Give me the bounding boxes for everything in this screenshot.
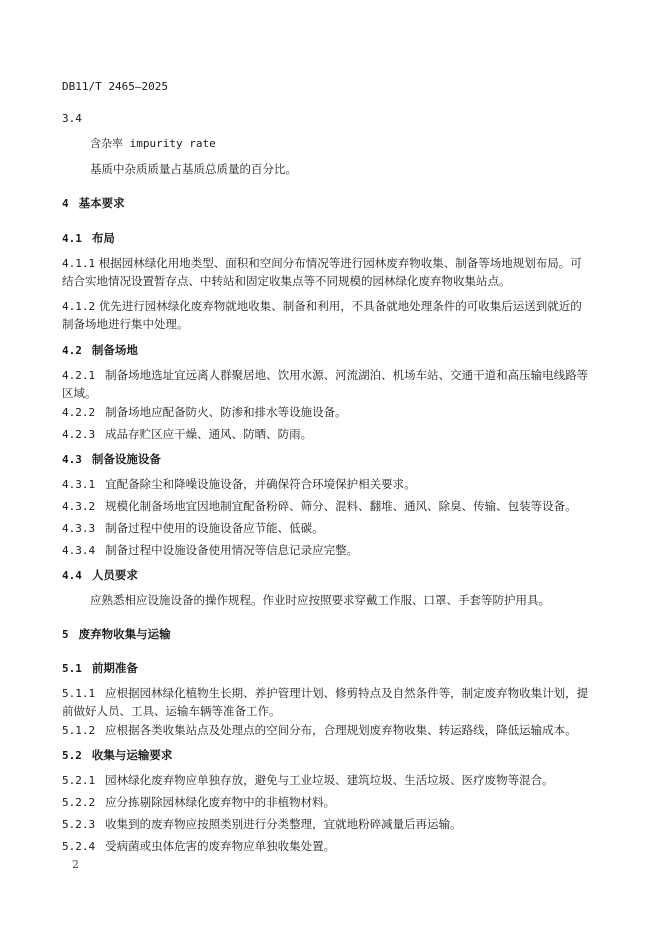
paragraph: 5.1.2 应根据各类收集站点及处理点的空间分布，合理规划废弃物收集、转运路线，降低运输成本。 — [62, 723, 577, 737]
term-definition: 基质中杂质质量占基质总质量的百分比。 — [90, 162, 297, 176]
paragraph: 4.2.3 成品存贮区应干燥、通风、防晒、防雨。 — [62, 427, 313, 441]
paragraph-continuation: 前做好人员、工具、运输车辆等准备工作。 — [62, 704, 281, 718]
paragraph-continuation: 区域。 — [62, 386, 97, 400]
paragraph: 5.2.1 园林绿化废弃物应单独存放，避免与工业垃圾、建筑垃圾、生活垃圾、医疗废物等混合。 — [62, 773, 554, 787]
paragraph: 4.1.2 优先进行园林绿化废弃物就地收集、制备和利用，不具备就地处理条件的可收集后运送到就近的 — [62, 299, 582, 313]
paragraph: 4.2.2 制备场地应配备防火、防渗和排水等设施设备。 — [62, 405, 347, 419]
paragraph-continuation: 结合实地情况设置暂存点、中转站和固定收集点等不同规模的园林绿化废弃物收集站点。 — [62, 274, 511, 288]
paragraph: 5.2.3 收集到的废弃物应按照类别进行分类整理，宜就地粉碎减量后再运输。 — [62, 817, 462, 831]
doc-code: DB11/T 2465—2025 — [62, 80, 168, 93]
paragraph: 4.3.3 制备过程中使用的设施设备应节能、低碳。 — [62, 521, 324, 535]
section-heading: 4.1 布局 — [62, 231, 115, 245]
clause-number: 3.4 — [62, 112, 82, 125]
paragraph: 4.3.2 规模化制备场地宜因地制宜配备粉碎、筛分、混料、翻堆、通风、除臭、传输、包装等设备。 — [62, 499, 577, 513]
chapter-heading: 5 废弃物收集与运输 — [62, 627, 171, 641]
section-heading: 4.3 制备设施设备 — [62, 452, 161, 466]
paragraph: 4.1.1 根据园林绿化用地类型、面积和空间分布情况等进行园林废弃物收集、制备等场地规划布局。可 — [62, 256, 582, 270]
paragraph: 5.2.4 受病菌或虫体危害的废弃物应单独收集处置。 — [62, 839, 336, 853]
paragraph: 4.3.4 制备过程中设施设备使用情况等信息记录应完整。 — [62, 543, 359, 557]
paragraph: 4.2.1 制备场地选址宜远离人群聚居地、饮用水源、河流湖泊、机场车站、交通干道和高压输电线路等 — [62, 368, 589, 382]
paragraph: 5.2.2 应分拣剔除园林绿化废弃物中的非植物材料。 — [62, 795, 336, 809]
section-heading: 5.2 收集与运输要求 — [62, 748, 173, 762]
paragraph: 应熟悉相应设施设备的操作规程。作业时应按照要求穿戴工作服、口罩、手套等防护用具。 — [90, 593, 550, 607]
term-entry: 含杂率 impurity rate — [90, 137, 216, 150]
paragraph: 4.3.1 宜配备除尘和降噪设施设备，并确保符合环境保护相关要求。 — [62, 477, 416, 491]
page-number: 2 — [72, 858, 79, 871]
chapter-heading: 4 基本要求 — [62, 196, 125, 210]
section-heading: 4.2 制备场地 — [62, 343, 138, 357]
paragraph: 5.1.1 应根据园林绿化植物生长期、养护管理计划、修剪特点及自然条件等，制定废弃物收集计划，提 — [62, 686, 589, 700]
section-heading: 5.1 前期准备 — [62, 661, 138, 675]
paragraph-continuation: 制备场地进行集中处理。 — [62, 317, 189, 331]
section-heading: 4.4 人员要求 — [62, 568, 138, 582]
